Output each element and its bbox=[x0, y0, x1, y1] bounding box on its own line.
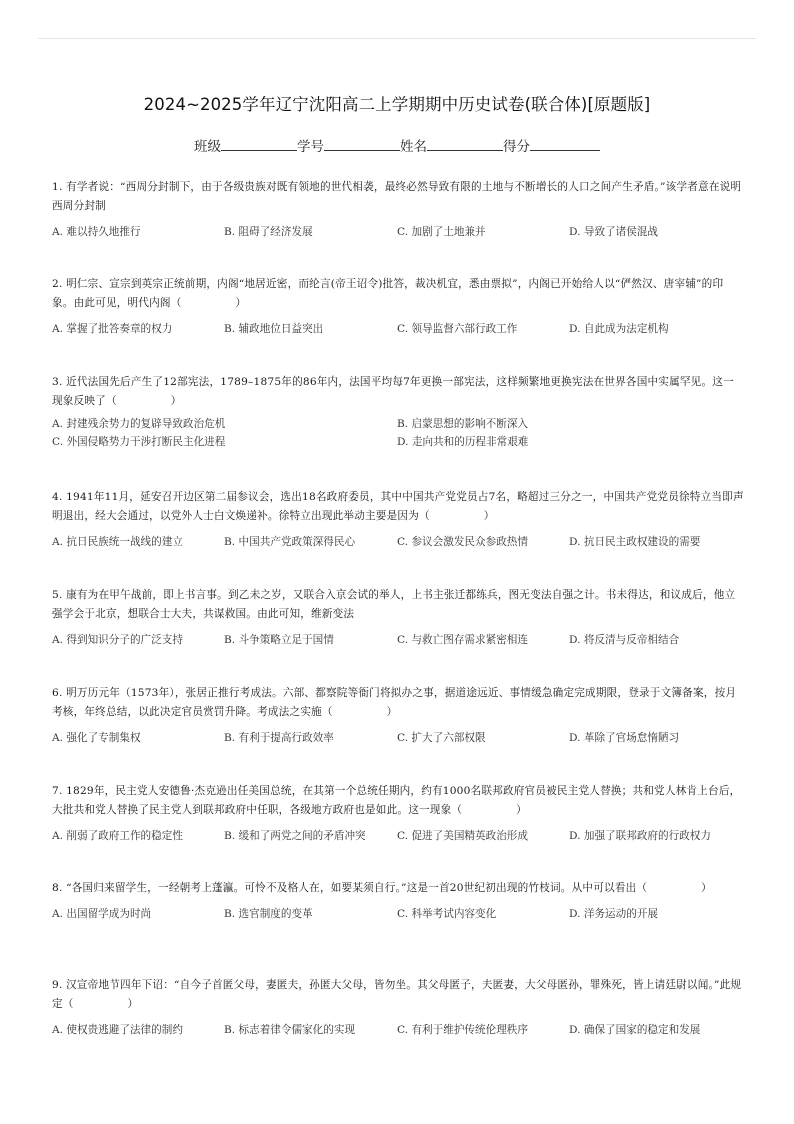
option-list bbox=[52, 632, 744, 648]
option-a[interactable]: A. 难以持久地推行 bbox=[52, 226, 141, 238]
option-list bbox=[52, 416, 744, 452]
question-5 bbox=[52, 586, 744, 648]
question-stem: 8. “各国归来留学生，一经朝考上蓬瀛。可怜不及格人在，如要某须自行。”这是一首20世纪初出现的竹枝词。从中可以看出（ ） bbox=[52, 882, 712, 894]
option-c[interactable]: C. 参议会激发民众参政热情 bbox=[397, 536, 528, 548]
name-blank bbox=[427, 138, 503, 151]
question-stem: 1. 有学者说：“西周分封制下，由于各级贵族对既有领地的世代相袭，最终必然导致有限的土地与不断增长的人口之间产生矛盾。”该学者意在说明西周分封制 bbox=[52, 181, 742, 212]
option-b[interactable]: B. 辅政地位日益突出 bbox=[224, 323, 324, 335]
option-d[interactable]: D. 确保了国家的稳定和发展 bbox=[569, 1024, 701, 1036]
option-c[interactable]: C. 科举考试内容变化 bbox=[397, 908, 497, 920]
option-b[interactable]: B. 标志着律令儒家化的实现 bbox=[224, 1024, 356, 1036]
option-a[interactable]: A. 得到知识分子的广泛支持 bbox=[52, 634, 183, 646]
option-b[interactable]: B. 启蒙思想的影响不断深入 bbox=[397, 418, 529, 430]
question-stem: 5. 康有为在甲午战前，即上书言事。到乙未之岁，又联合入京会试的举人，上书主张迁都练兵，图无变法自强之计。书未得达，和议成后，他立强学会于北京，想联合士大夫，共谋救国。由此可知，维新变法 bbox=[52, 589, 736, 620]
option-d[interactable]: D. 抗日民主政权建设的需要 bbox=[569, 536, 701, 548]
name-label: 姓名 bbox=[400, 139, 427, 155]
option-c[interactable]: C. 促进了美国精英政治形成 bbox=[397, 830, 528, 842]
option-list bbox=[52, 534, 744, 550]
page-title: 2024~2025学年辽宁沈阳高二上学期期中历史试卷(联合体)[原题版] bbox=[143, 95, 651, 114]
option-c[interactable]: C. 加剧了土地兼并 bbox=[397, 226, 486, 238]
question-6 bbox=[52, 684, 744, 746]
option-d[interactable]: D. 走向共和的历程非常艰难 bbox=[397, 436, 529, 448]
option-list bbox=[52, 1022, 744, 1038]
option-a[interactable]: A. 封建残余势力的复辟导致政治危机 bbox=[52, 418, 226, 430]
option-d[interactable]: D. 洋务运动的开展 bbox=[569, 908, 659, 920]
question-1 bbox=[52, 178, 744, 240]
option-c[interactable]: C. 外国侵略势力干涉打断民主化进程 bbox=[52, 436, 226, 448]
option-list bbox=[52, 730, 744, 746]
option-a[interactable]: A. 强化了专制集权 bbox=[52, 732, 141, 744]
class-blank bbox=[221, 138, 297, 151]
student-number-label: 学号 bbox=[297, 139, 324, 155]
option-a[interactable]: A. 出国留学成为时尚 bbox=[52, 908, 152, 920]
option-d[interactable]: D. 加强了联邦政府的行政权力 bbox=[569, 830, 711, 842]
class-label: 班级 bbox=[194, 139, 221, 155]
option-b[interactable]: B. 选官制度的变革 bbox=[224, 908, 313, 920]
question-2 bbox=[52, 275, 744, 337]
question-9 bbox=[52, 976, 744, 1038]
option-list bbox=[52, 321, 744, 337]
question-stem: 4. 1941年11月，延安召开边区第二届参议会，选出18名政府委员，其中中国共产党党员占7名，略超过三分之一，中国共产党党员徐特立当即声明退出，经大会通过，以党外人士白文焕递补。徐特立出现此举动主要是因为（ ） bbox=[52, 491, 744, 522]
option-a[interactable]: A. 削弱了政府工作的稳定性 bbox=[52, 830, 183, 842]
option-b[interactable]: B. 缓和了两党之间的矛盾冲突 bbox=[224, 830, 366, 842]
option-d[interactable]: D. 导致了诸侯混战 bbox=[569, 226, 659, 238]
score-blank bbox=[530, 138, 600, 151]
option-d[interactable]: D. 革除了官场怠惰陋习 bbox=[569, 732, 680, 744]
option-list bbox=[52, 906, 744, 922]
question-3 bbox=[52, 373, 744, 452]
question-8 bbox=[52, 879, 744, 922]
option-b[interactable]: B. 中国共产党政策深得民心 bbox=[224, 536, 356, 548]
question-7 bbox=[52, 782, 744, 844]
option-a[interactable]: A. 掌握了批答奏章的权力 bbox=[52, 323, 173, 335]
score-label: 得分 bbox=[503, 139, 530, 155]
option-list bbox=[52, 224, 744, 240]
option-b[interactable]: B. 斗争策略立足于国情 bbox=[224, 634, 334, 646]
option-c[interactable]: C. 与救亡图存需求紧密相连 bbox=[397, 634, 528, 646]
question-stem: 9. 汉宣帝地节四年下诏：“自今子首匿父母，妻匿夫，孙匿大父母，皆勿坐。其父母匿子，夫匿妻，大父母匿孙，罪殊死，皆上请廷尉以闻。”此规定（ ） bbox=[52, 979, 742, 1010]
option-a[interactable]: A. 使权贵逃避了法律的制约 bbox=[52, 1024, 183, 1036]
student-number-blank bbox=[324, 138, 400, 151]
question-4 bbox=[52, 488, 744, 550]
page-top-rule bbox=[38, 38, 756, 39]
option-c[interactable]: C. 扩大了六部权限 bbox=[397, 732, 486, 744]
question-stem: 3. 近代法国先后产生了12部宪法，1789–1875年的86年内，法国平均每7年更换一部宪法，这样频繁地更换宪法在世界各国中实属罕见。这一现象反映了（ ） bbox=[52, 376, 734, 407]
question-stem: 6. 明万历元年（1573年），张居正推行考成法。六部、都察院等衙门将拟办之事，据道途远近、事情缓急确定完成期限，登录于文簿备案，按月考核，年终总结，以此决定官员赏罚升降。考成法之实施（ ） bbox=[52, 687, 737, 718]
option-d[interactable]: D. 自此成为法定机构 bbox=[569, 323, 669, 335]
question-stem: 7. 1829年，民主党人安德鲁·杰克逊出任美国总统，在其第一个总统任期内，约有1000名联邦政府官员被民主党人替换；共和党人林肯上台后，大批共和党人替换了民主党人到联邦政府中任职，各级地方政府也是如此。这一现象（ ） bbox=[52, 785, 741, 816]
option-b[interactable]: B. 阻碍了经济发展 bbox=[224, 226, 313, 238]
question-stem: 2. 明仁宗、宣宗到英宗正统前期，内阁“地居近密，而纶言(帝王诏令)批答，裁决机宜，悉由票拟”，内阁已开始给人以“俨然汉、唐宰辅”的印象。由此可见，明代内阁（ ） bbox=[52, 278, 724, 309]
option-d[interactable]: D. 将反清与反帝相结合 bbox=[569, 634, 680, 646]
student-info-line bbox=[0, 135, 794, 155]
option-list bbox=[52, 828, 744, 844]
option-b[interactable]: B. 有利于提高行政效率 bbox=[224, 732, 334, 744]
option-c[interactable]: C. 领导监督六部行政工作 bbox=[397, 323, 518, 335]
option-a[interactable]: A. 抗日民族统一战线的建立 bbox=[52, 536, 183, 548]
option-c[interactable]: C. 有利于维护传统伦理秩序 bbox=[397, 1024, 528, 1036]
